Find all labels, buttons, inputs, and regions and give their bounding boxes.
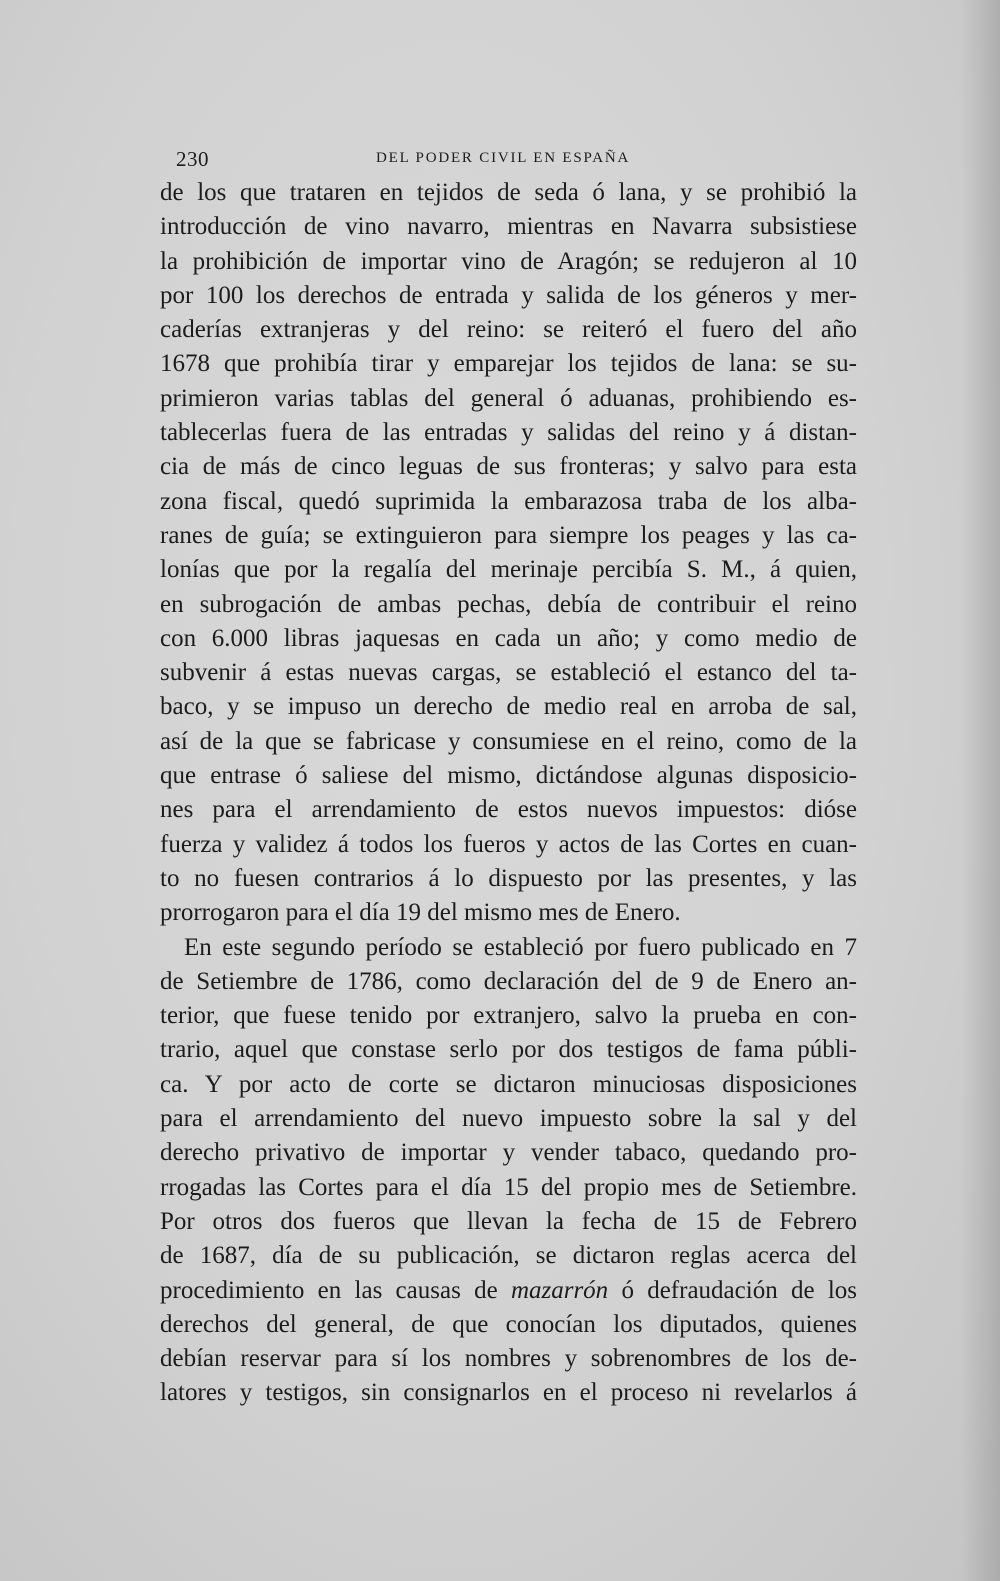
text-line: de 1687, día de su publicación, se dictaron reglas acerca del xyxy=(160,1242,857,1270)
text-line: derechos del general, de que conocían los diputados, quienes xyxy=(160,1310,857,1338)
paragraph-end-line: prorrogaron para el día 19 del mismo mes de Enero. xyxy=(160,899,681,927)
paragraph-start-line: En este segundo período se estableció por fuero publicado en 7 xyxy=(184,933,857,961)
text-line: ca. Y por acto de corte se dictaron minuciosas disposiciones xyxy=(160,1070,857,1098)
text-line: nes para el arrendamiento de estos nuevos impuestos: dióse xyxy=(160,796,857,824)
text-line: de Setiembre de 1786, como declaración del de 9 de Enero an- xyxy=(160,967,857,995)
text-line: lonías que por la regalía del merinaje percibía S. M., á quien, xyxy=(160,556,857,584)
text-line: que entrase ó saliese del mismo, dictándose algunas disposicio- xyxy=(160,762,857,790)
text-line: introducción de vino navarro, mientras en Navarra subsistiese xyxy=(160,213,857,241)
text-line: por 100 los derechos de entrada y salida de los géneros y mer- xyxy=(160,281,857,309)
text-line: to no fuesen contrarios á lo dispuesto por las presentes, y las xyxy=(160,864,857,892)
text-line: derecho privativo de importar y vender tabaco, quedando pro- xyxy=(160,1139,857,1167)
text-line: con 6.000 libras jaquesas en cada un año; y como medio de xyxy=(160,624,857,652)
text-line: ranes de guía; se extinguieron para siempre los peages y las ca- xyxy=(160,521,857,549)
text-line: rrogadas las Cortes para el día 15 del propio mes de Setiembre. xyxy=(160,1173,857,1201)
text-line: subvenir á estas nuevas cargas, se estableció el estanco del ta- xyxy=(160,659,857,687)
text-line: trario, aquel que constase serlo por dos testigos de fama públi- xyxy=(160,1036,857,1064)
text-line: de los que trataren en tejidos de seda ó lana, y se prohibió la xyxy=(160,179,857,206)
text-line: para el arrendamiento del nuevo impuesto sobre la sal y del xyxy=(160,1105,857,1133)
text-segment: ó defraudación de los xyxy=(608,1276,857,1304)
text-line: Por otros dos fueros que llevan la fecha de 15 de Febrero xyxy=(160,1207,857,1235)
text-line: zona fiscal, quedó suprimida la embarazosa traba de los alba- xyxy=(160,487,857,515)
page-number: 230 xyxy=(176,147,209,171)
text-line: 1678 que prohibía tirar y emparejar los tejidos de lana: se su- xyxy=(160,350,857,378)
text-line: tablecerlas fuera de las entradas y salidas del reino y á distan- xyxy=(160,419,857,447)
text-segment: procedimiento en las causas de xyxy=(160,1276,511,1304)
text-line: baco, y se impuso un derecho de medio real en arroba de sal, xyxy=(160,693,857,721)
text-line: caderías extranjeras y del reino: se reiteró el fuero del año xyxy=(160,316,857,344)
text-line: latores y testigos, sin consignarlos en el proceso ni revelarlos á xyxy=(160,1379,857,1407)
text-line: primieron varias tablas del general ó aduanas, prohibiendo es- xyxy=(160,384,857,412)
text-line: fuerza y validez á todos los fueros y actos de las Cortes en cuan- xyxy=(160,830,857,858)
running-title: DEL PODER CIVIL EN ESPAÑA xyxy=(376,150,631,166)
text-line: así de la que se fabricase y consumiese en el reino, como de la xyxy=(160,727,857,755)
text-line-with-italic xyxy=(160,1274,857,1308)
text-line: debían reservar para sí los nombres y sobrenombres de los de- xyxy=(160,1345,857,1373)
running-header xyxy=(176,147,856,171)
italic-term: mazarrón xyxy=(510,1276,609,1304)
text-line: terior, que fuese tenido por extranjero, salvo la prueba en con- xyxy=(160,1002,857,1030)
body-text xyxy=(160,176,857,1411)
text-line: cia de más de cinco leguas de sus fronteras; y salvo para esta xyxy=(160,453,857,481)
text-line: en subrogación de ambas pechas, debía de contribuir el reino xyxy=(160,590,857,618)
page-edge-shadow xyxy=(960,0,1000,1581)
text-line: la prohibición de importar vino de Aragón; se redujeron al 10 xyxy=(160,247,857,275)
